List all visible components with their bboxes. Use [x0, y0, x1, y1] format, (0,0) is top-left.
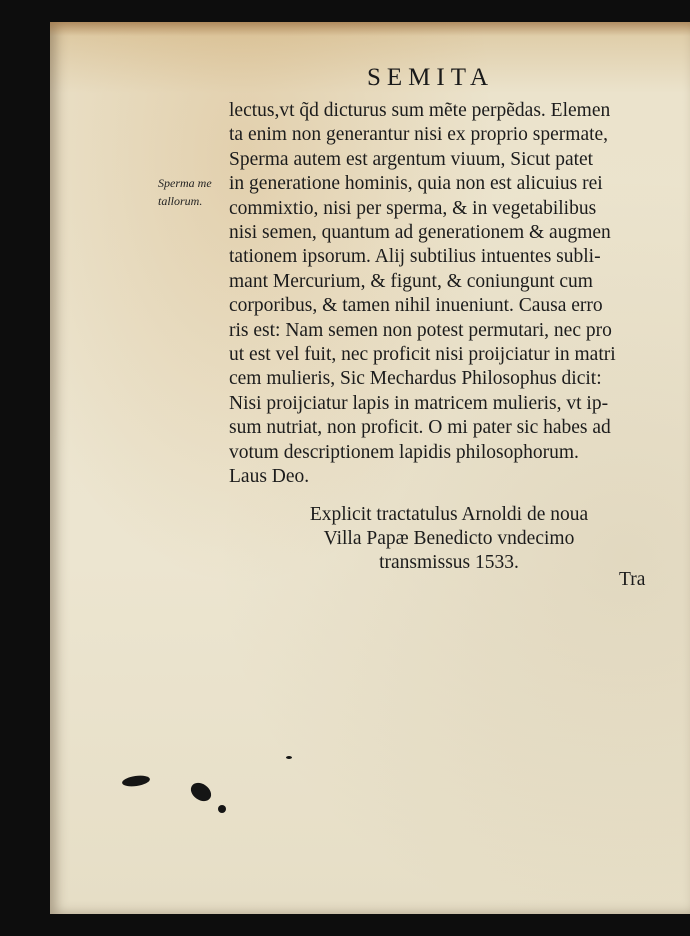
colophon-line: Villa Papæ Benedicto vndecimo: [323, 528, 575, 549]
text-line: corporibus, & tamen nihil inueniunt. Causa erro: [229, 295, 603, 317]
text-line: commixtio, nisi per sperma, & in vegetabilibus: [229, 197, 597, 219]
text-line: ta enim non generantur nisi ex proprio spermate,: [229, 124, 609, 146]
text-line: lectus,vt q̃d dicturus sum mẽte perpẽdas. Elemen: [229, 100, 611, 121]
running-head: SEMITA: [367, 64, 495, 91]
colophon-line: transmissus 1533.: [379, 552, 519, 573]
text-line: Nisi proijciatur lapis in matricem mulieris, vt ip-: [229, 392, 609, 414]
text-line: votum descriptionem lapidis philosophorum.: [229, 441, 579, 463]
catchword: Tra: [619, 569, 646, 590]
page-top-edge: [50, 22, 690, 36]
marginal-note-line: Sperma me: [158, 176, 212, 190]
text-line: ris est: Nam semen non potest permutari, nec pro: [229, 319, 612, 341]
marginal-note-line: tallorum.: [158, 194, 203, 208]
marginal-note: [158, 174, 212, 210]
text-line: Laus Deo.: [229, 466, 310, 488]
body-text: [229, 99, 659, 490]
text-line: sum nutriat, non proficit. O mi pater sic habes ad: [229, 417, 611, 439]
colophon: [229, 503, 669, 575]
text-line: ut est vel fuit, nec proficit nisi proijciatur in matri: [229, 344, 616, 366]
text-line: in generatione hominis, quia non est alicuius rei: [229, 173, 603, 195]
text-line: nisi semen, quantum ad generationem & augmen: [229, 222, 611, 244]
text-line: cem mulieris, Sic Mechardus Philosophus dicit:: [229, 368, 602, 390]
text-line: tationem ipsorum. Alij subtilius intuentes subli-: [229, 246, 601, 268]
colophon-line: Explicit tractatulus Arnoldi de noua: [309, 504, 589, 525]
text-line: Sperma autem est argentum viuum, Sicut patet: [229, 148, 594, 170]
ink-stain: [218, 805, 226, 813]
ink-speck: [286, 756, 292, 759]
text-line: mant Mercurium, & figunt, & coniungunt cum: [229, 270, 593, 292]
